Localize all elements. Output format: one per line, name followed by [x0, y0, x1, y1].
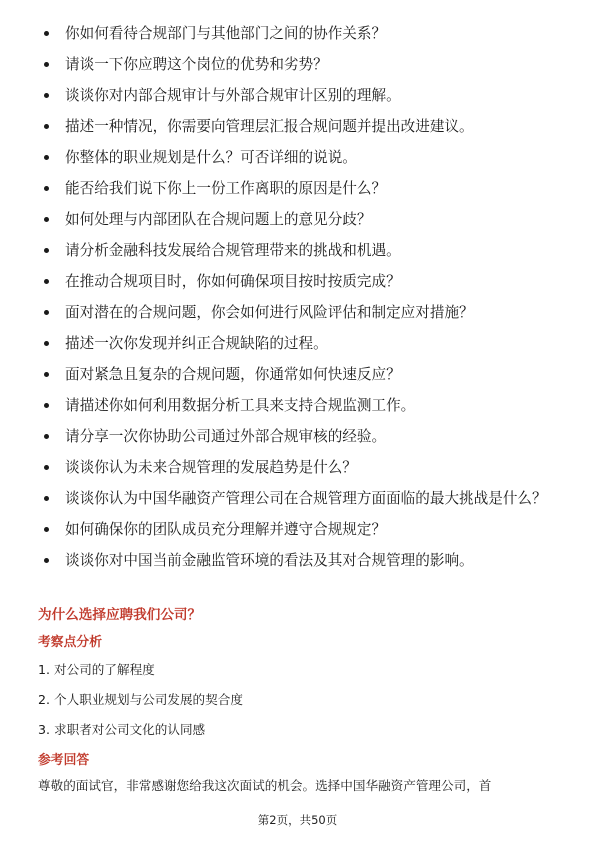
question-text: 请谈一下你应聘这个岗位的优势和劣势？: [65, 56, 328, 73]
answer-title: 参考回答: [38, 753, 90, 768]
list-item: [40, 518, 560, 541]
analysis-points: [38, 661, 563, 739]
bullet-icon: [44, 341, 49, 346]
bullet-icon: [44, 62, 49, 67]
bullet-icon: [44, 279, 49, 284]
bullet-icon: [44, 465, 49, 470]
list-item: 2. 个人职业规划与公司发展的契合度: [38, 692, 243, 707]
list-item: [40, 239, 560, 262]
bullet-icon: [44, 434, 49, 439]
list-item: [40, 363, 560, 386]
analysis-title: 考察点分析: [38, 635, 102, 650]
bullet-icon: [44, 155, 49, 160]
page-footer: 第2页，共50页: [257, 813, 338, 827]
bullet-icon: [44, 310, 49, 315]
question-text: 如何处理与内部团队在合规问题上的意见分歧？: [65, 211, 372, 228]
question-text: 能否给我们说下你上一份工作离职的原因是什么？: [65, 180, 387, 197]
question-text: 描述一次你发现并纠正合规缺陷的过程。: [65, 335, 328, 352]
bullet-icon: [44, 248, 49, 253]
list-item: [40, 301, 560, 324]
bullet-icon: [44, 186, 49, 191]
list-item: [40, 84, 560, 107]
question-text: 请描述你如何利用数据分析工具来支持合规监测工作。: [65, 397, 416, 414]
list-item: 3. 求职者对公司文化的认同感: [38, 722, 206, 737]
question-text: 谈谈你认为未来合规管理的发展趋势是什么？: [65, 459, 357, 476]
list-item: [40, 549, 560, 572]
question-list: [40, 22, 560, 580]
bullet-icon: [44, 124, 49, 129]
bullet-icon: [44, 403, 49, 408]
list-item: [40, 425, 560, 448]
answer-text: 尊敬的面试官，非常感谢您给我这次面试的机会。选择中国华融资产管理公司，首: [38, 778, 492, 793]
list-item: [40, 22, 560, 45]
question-text: 面对潜在的合规问题，你会如何进行风险评估和制定应对措施？: [65, 304, 474, 321]
bullet-icon: [44, 217, 49, 222]
question-text: 请分析金融科技发展给合规管理带来的挑战和机遇。: [65, 242, 401, 259]
list-item: [40, 394, 560, 417]
list-item: 1. 对公司的了解程度: [38, 662, 155, 677]
question-text: 请分享一次你协助公司通过外部合规审核的经验。: [65, 428, 387, 445]
list-item: [40, 53, 560, 76]
question-section: [38, 605, 563, 795]
question-text: 描述一种情况，你需要向管理层汇报合规问题并提出改进建议。: [65, 118, 474, 135]
question-text: 面对紧急且复杂的合规问题，你通常如何快速反应？: [65, 366, 401, 383]
list-item: [40, 115, 560, 138]
list-item: [40, 487, 560, 510]
question-text: 谈谈你对内部合规审计与外部合规审计区别的理解。: [65, 87, 401, 104]
bullet-icon: [44, 93, 49, 98]
bullet-icon: [44, 527, 49, 532]
section-title: 为什么选择应聘我们公司？: [38, 607, 202, 623]
bullet-icon: [44, 372, 49, 377]
question-text: 谈谈你对中国当前金融监管环境的看法及其对合规管理的影响。: [65, 552, 474, 569]
list-item: [40, 146, 560, 169]
list-item: [40, 332, 560, 355]
bullet-icon: [44, 558, 49, 563]
list-item: [40, 208, 560, 231]
list-item: [40, 270, 560, 293]
question-text: 你整体的职业规划是什么？可否详细的说说。: [65, 149, 357, 166]
question-text: 在推动合规项目时，你如何确保项目按时按质完成？: [65, 273, 401, 290]
question-text: 谈谈你认为中国华融资产管理公司在合规管理方面面临的最大挑战是什么？: [65, 490, 547, 507]
list-item: [40, 177, 560, 200]
bullet-icon: [44, 31, 49, 36]
bullet-icon: [44, 496, 49, 501]
question-text: 你如何看待合规部门与其他部门之间的协作关系？: [65, 25, 387, 42]
question-text: 如何确保你的团队成员充分理解并遵守合规规定？: [65, 521, 387, 538]
list-item: [40, 456, 560, 479]
